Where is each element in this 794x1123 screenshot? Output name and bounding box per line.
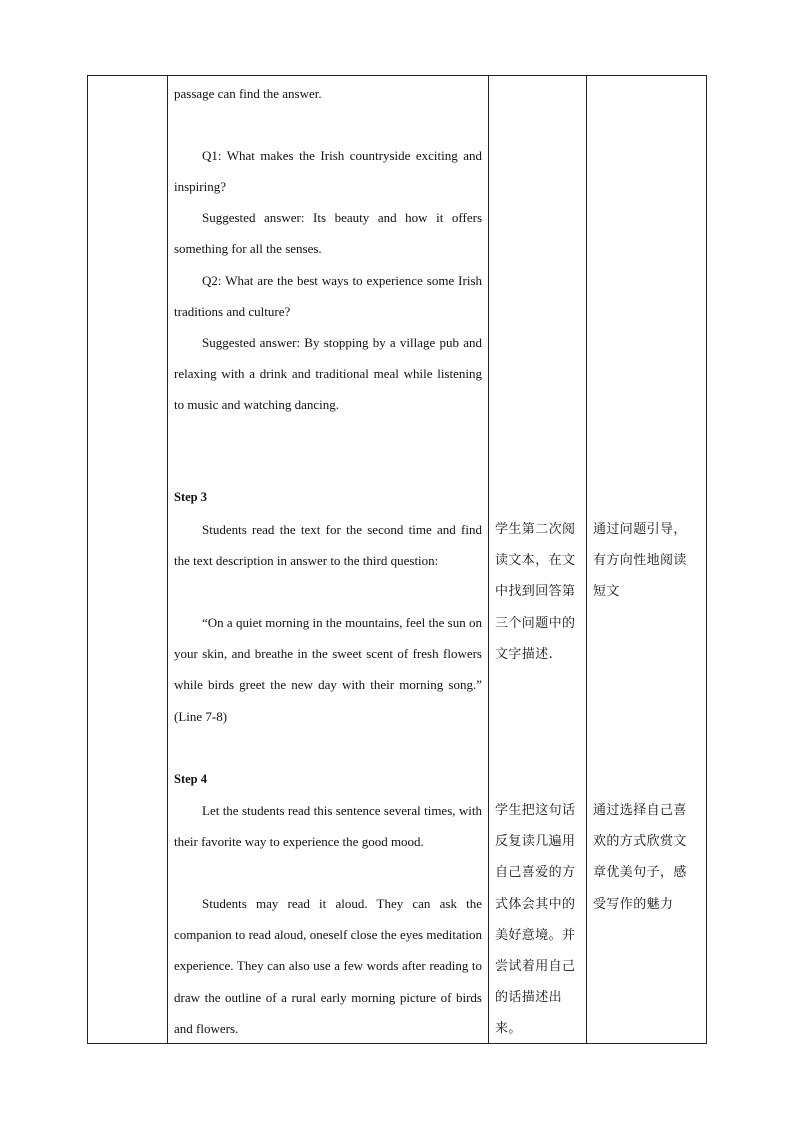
step3-title: Step 3 [174, 490, 207, 504]
stage-column-cell [88, 76, 168, 1044]
lesson-plan-table [87, 75, 707, 1044]
step3-instruction: Students read the text for the second time and find the text description in answer to the third question: [174, 522, 482, 569]
question-2: Q2: What are the best ways to experience some Irish traditions and culture? [174, 273, 482, 320]
step2-intro-text: passage can find the answer. [174, 86, 322, 101]
question-1: Q1: What makes the Irish countryside exciting and inspiring? [174, 148, 482, 195]
step3-quote: “On a quiet morning in the mountains, feel the sun on your skin, and breathe in the sweet scent of fresh flowers while birds greet the new day with their morning song.” (Line 7-8) [174, 615, 482, 724]
student-activity-cell [489, 76, 587, 1044]
step4-design-intent: 通过选择自己喜欢的方式欣赏文章优美句子，感受写作的魅力 [593, 803, 687, 912]
answer-1: Suggested answer: Its beauty and how it offers something for all the senses. [174, 210, 482, 257]
step3-design-intent: 通过问题引导，有方向性地阅读短文 [593, 522, 687, 600]
design-intent-cell [587, 76, 707, 1044]
step4-student-activity: 学生把这句话反复读几遍用自己喜爱的方式体会其中的美好意境。并尝试着用自己的话描述出来。 [495, 803, 576, 1037]
step4-detail: Students may read it aloud. They can ask the companion to read aloud, oneself close the eyes meditation experience. They can also use a few words after reading to draw the outline of a rural early morning picture of birds and flowers. [174, 896, 482, 1036]
table-row [88, 76, 707, 1044]
answer-2: Suggested answer: By stopping by a village pub and relaxing with a drink and traditional meal while listening to music and watching dancing. [174, 335, 482, 413]
teaching-procedure-cell [168, 76, 489, 1044]
step3-student-activity: 学生第二次阅读文本，在文中找到回答第三个问题中的文字描述. [495, 522, 576, 662]
step4-title: Step 4 [174, 772, 207, 786]
step4-instruction: Let the students read this sentence several times, with their favorite way to experience the good mood. [174, 803, 482, 850]
